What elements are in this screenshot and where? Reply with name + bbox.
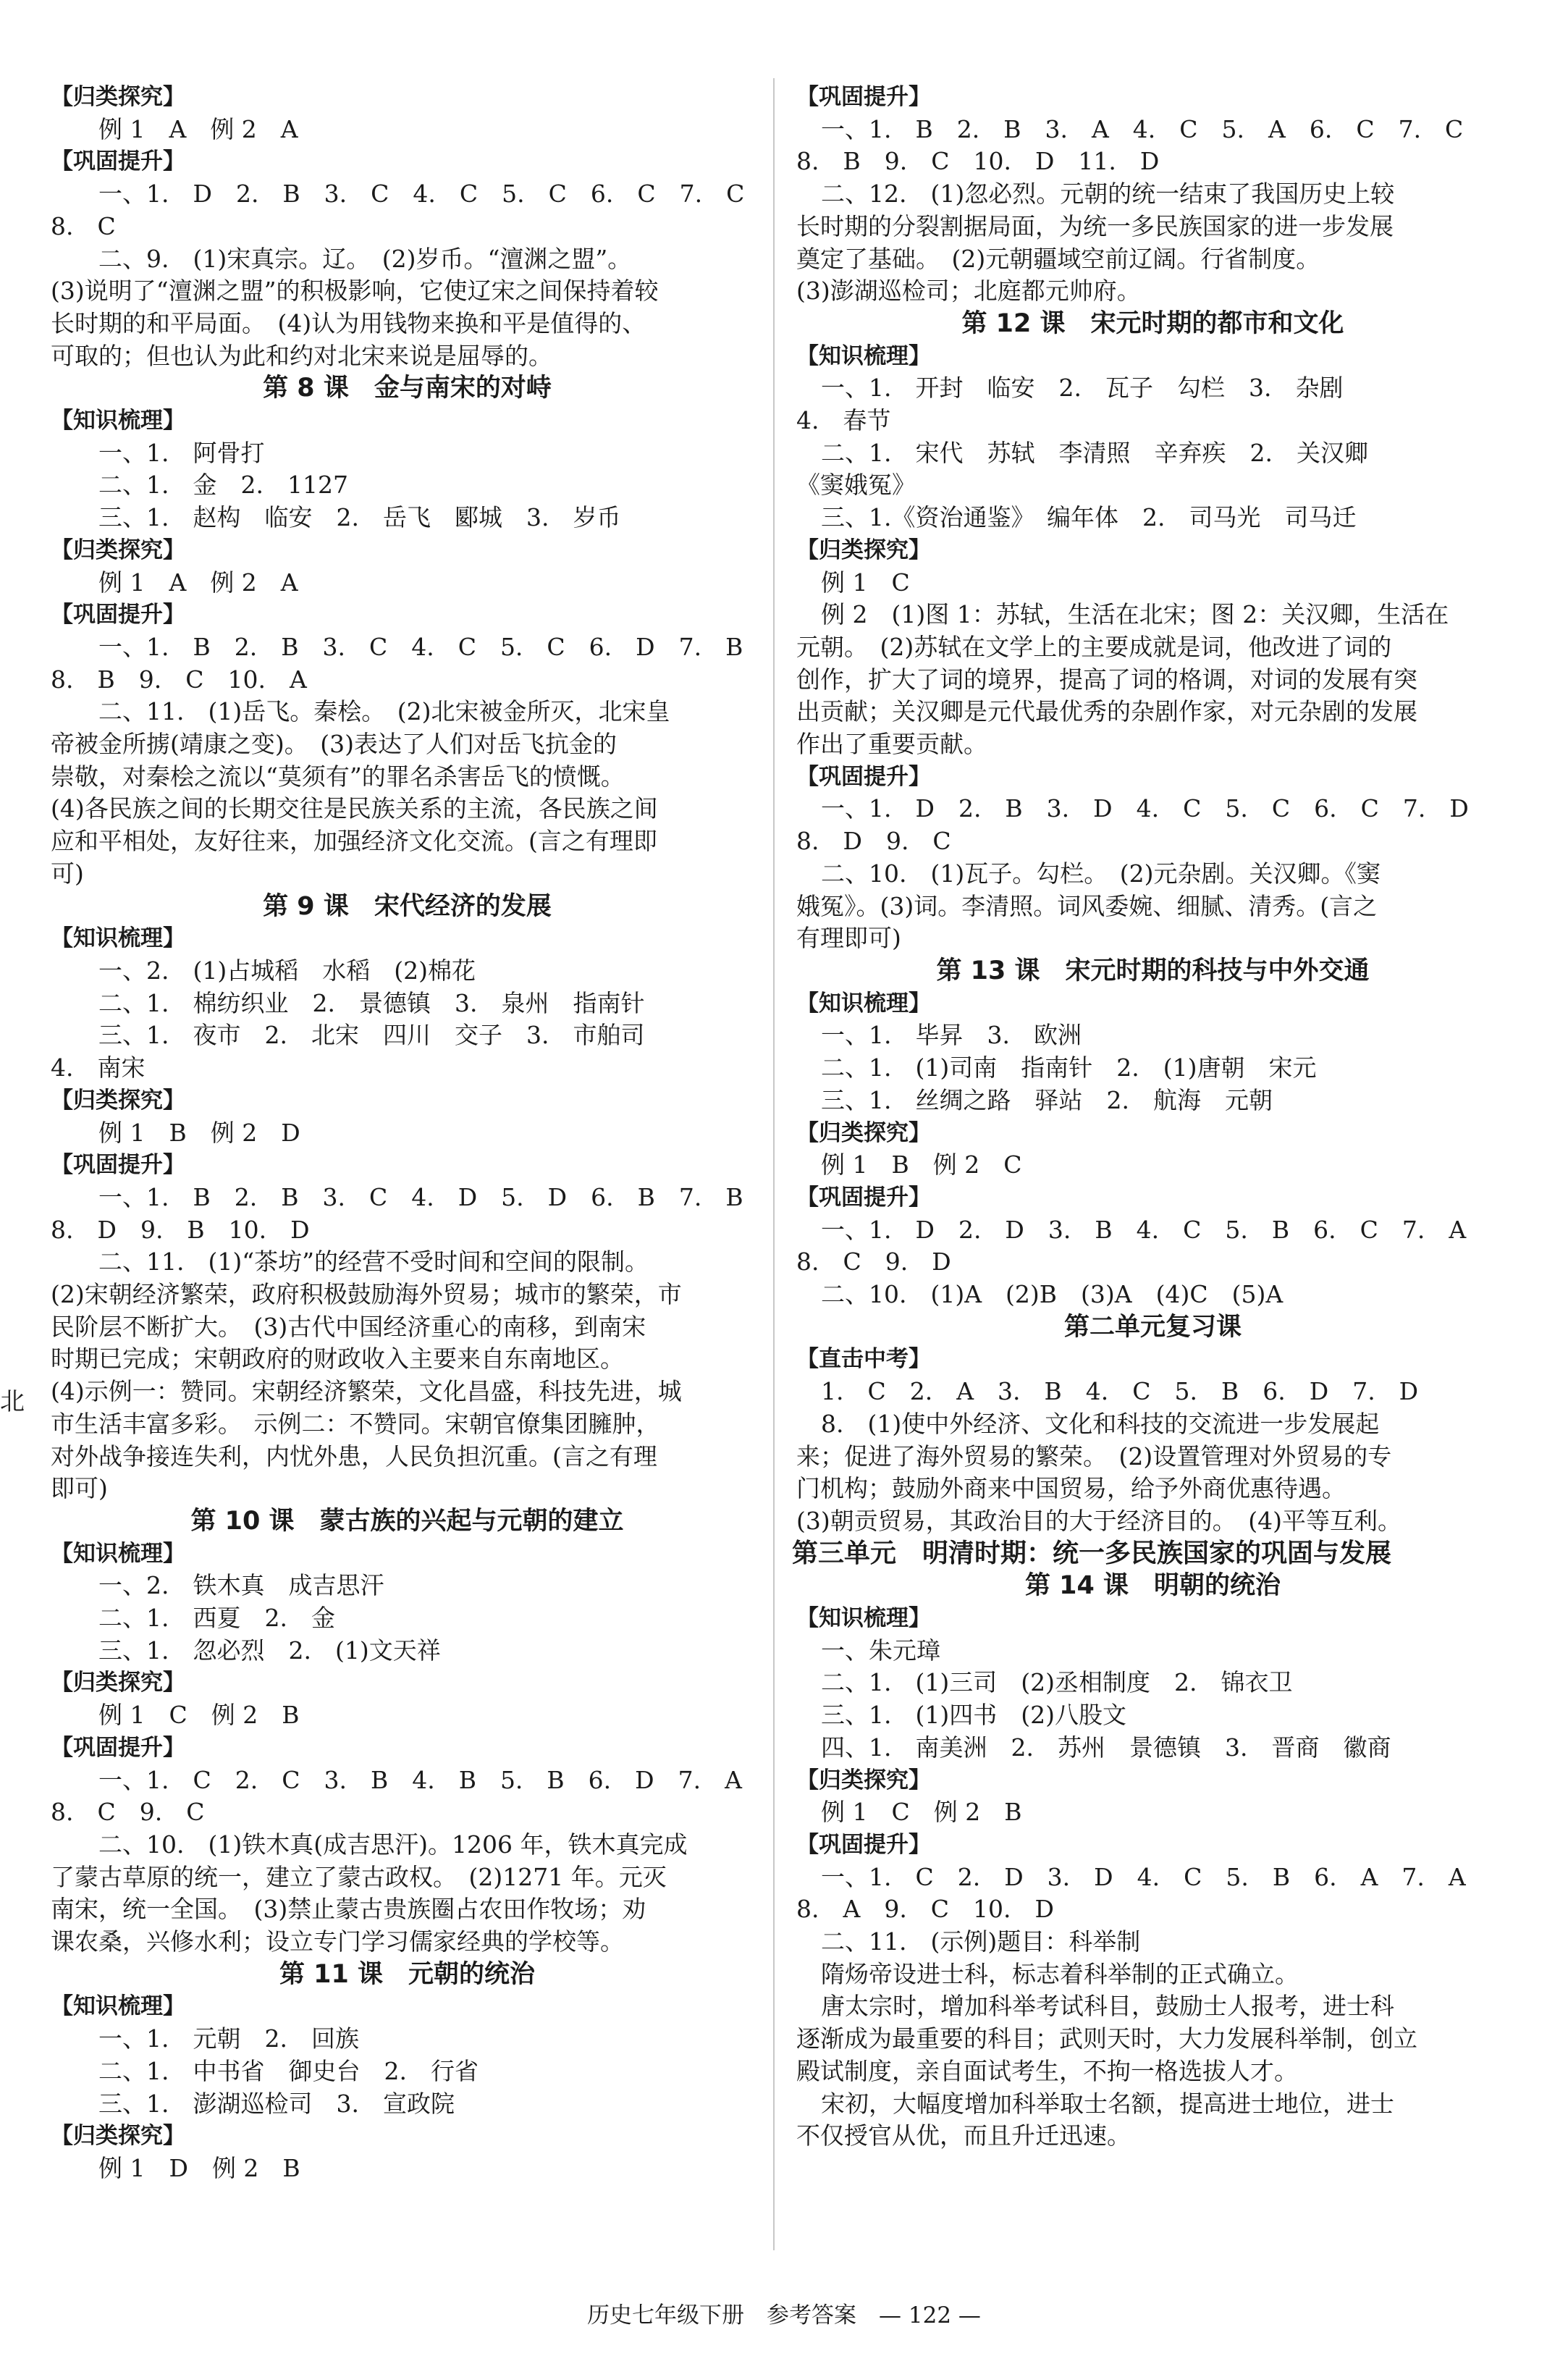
answer-line: 一、1. 阿骨打 [98, 438, 265, 467]
section-tag: 【知识梳理】 [51, 408, 185, 434]
section-tag: 【知识梳理】 [51, 1993, 185, 2020]
answer-line: 一、1. B 2. B 3. A 4. C 5. A 6. C 7. C [821, 114, 1464, 143]
section-tag: 【巩固提升】 [51, 1152, 185, 1179]
answer-line: 例 1 C [821, 568, 910, 597]
answer-line: 一、1. C 2. D 3. D 4. C 5. B 6. A 7. A [821, 1862, 1466, 1891]
answer-line: 8. A 9. C 10. D [796, 1895, 1054, 1924]
answer-line: 4. 春节 [796, 406, 891, 435]
answer-line: 一、1. 毕昇 3. 欧洲 [821, 1021, 1082, 1050]
answer-line: 一、1. 开封 临安 2. 瓦子 勾栏 3. 杂剧 [821, 374, 1344, 403]
answer-line: 一、1. D 2. B 3. D 4. C 5. C 6. C 7. D [821, 794, 1469, 823]
answer-line: 可) [51, 859, 84, 888]
answer-line: 有理即可) [796, 924, 901, 953]
answer-line: 《窦娥冤》 [796, 471, 916, 500]
answer-line: 例 1 B 例 2 C [821, 1150, 1022, 1179]
column-divider [773, 78, 775, 2250]
lesson-title: 第 12 课 宋元时期的都市和文化 [961, 308, 1344, 338]
answer-line: 时期已完成；宋朝政府的财政收入主要来自东南地区。 [51, 1345, 624, 1373]
answer-line: 三、1. 夜市 2. 北宋 四川 交子 3. 市舶司 [98, 1021, 645, 1050]
answer-line: (2)宋朝经济繁荣，政府积极鼓励海外贸易；城市的繁荣，市 [51, 1280, 682, 1309]
right-column [792, 81, 1509, 2153]
answer-line: 一、1. B 2. B 3. C 4. C 5. C 6. D 7. B [98, 632, 743, 661]
answer-line: 市生活丰富多彩。 示例二：不赞同。宋朝官僚集团臃肿， [51, 1409, 660, 1438]
answer-line: 长时期的分裂割据局面，为统一多民族国家的进一步发展 [796, 211, 1394, 240]
answer-line: 娥冤》。(3)词。李清照。词风委婉、细腻、清秀。(言之 [796, 891, 1378, 920]
section-tag: 【巩固提升】 [796, 84, 931, 110]
section-tag: 【知识梳理】 [51, 1540, 185, 1567]
answer-line: 一、1. C 2. C 3. B 4. B 5. B 6. D 7. A [98, 1765, 742, 1794]
lesson-title: 第 11 课 元朝的统治 [279, 1959, 536, 1989]
section-tag: 【归类探究】 [51, 1670, 185, 1696]
section-tag: 【归类探究】 [796, 1767, 931, 1793]
answer-line: 例 1 A 例 2 A [98, 114, 298, 143]
answer-line: 了蒙古草原的统一，建立了蒙古政权。 (2)1271 年。元灭 [51, 1862, 667, 1891]
answer-line: 二、12. (1)忽必烈。元朝的统一结束了我国历史上较 [821, 180, 1395, 209]
answer-line: 创作，扩大了词的境界，提高了词的格调，对词的发展有突 [796, 665, 1417, 694]
answer-line: 8. C 9. D [796, 1248, 951, 1276]
answer-line: 例 1 D 例 2 B [98, 2154, 300, 2182]
answer-line: (4)各民族之间的长期交往是民族关系的主流，各民族之间 [51, 794, 658, 823]
answer-line: 例 1 C 例 2 B [98, 1701, 300, 1730]
section-tag: 【归类探究】 [51, 2123, 185, 2150]
section-tag: 【归类探究】 [51, 1087, 185, 1114]
answer-line: (4)示例一：赞同。宋朝经济繁荣，文化昌盛，科技先进，城 [51, 1377, 682, 1406]
answer-line: 二、1. (1)司南 指南针 2. (1)唐朝 宋元 [821, 1053, 1317, 1082]
answer-line: (3)澎湖巡检司；北庭都元帅府。 [796, 277, 1141, 306]
answer-line: 8. D 9. C [796, 827, 951, 856]
answer-line: 一、1. D 2. B 3. C 4. C 5. C 6. C 7. C [98, 180, 745, 209]
answer-line: 元朝。 (2)苏轼在文学上的主要成就是词，他改进了词的 [796, 632, 1392, 661]
answer-line: 应和平相处，友好往来，加强经济文化交流。(言之有理即 [51, 827, 657, 856]
answer-line: 二、10. (1)铁木真(成吉思汗)。1206 年，铁木真完成 [98, 1830, 688, 1859]
answer-line: 8. C 9. C [51, 1798, 205, 1827]
answer-line: 8. B 9. C 10. A [51, 665, 307, 694]
answer-line: 二、1. 中书省 御史台 2. 行省 [98, 2056, 479, 2085]
section-tag: 【巩固提升】 [796, 763, 931, 790]
answer-line: 即可) [51, 1474, 108, 1503]
answer-line: 三、1. 忽必烈 2. (1)文天祥 [98, 1636, 441, 1665]
lesson-title: 第 8 课 金与南宋的对峙 [263, 374, 552, 403]
lesson-title: 第 13 课 宋元时期的科技与中外交通 [936, 956, 1370, 985]
answer-line: 可取的；但也认为此和约对北宋来说是屈辱的。 [51, 341, 552, 370]
page-footer: 历史七年级下册 参考答案 — 122 — [587, 2302, 981, 2328]
answer-line: 4. 南宋 [51, 1053, 146, 1082]
answer-line: 三、1. 赵构 临安 2. 岳飞 郾城 3. 岁币 [98, 503, 621, 532]
section-tag: 【巩固提升】 [51, 1734, 185, 1761]
answer-line: 民阶层不断扩大。 (3)古代中国经济重心的南移，到南宋 [51, 1312, 646, 1341]
answer-line: 二、1. 宋代 苏轼 李清照 辛弃疾 2. 关汉卿 [821, 438, 1368, 467]
edge-char: 北 [0, 1387, 25, 1416]
section-tag: 【直击中考】 [796, 1346, 931, 1373]
answer-line: 隋炀帝设进士科，标志着科举制的正式确立。 [821, 1959, 1299, 1988]
answer-line: 二、1. (1)三司 (2)丞相制度 2. 锦衣卫 [821, 1668, 1293, 1697]
lesson-title: 第 9 课 宋代经济的发展 [263, 891, 552, 921]
answer-line: 课农桑，兴修水利；设立专门学习儒家经典的学校等。 [51, 1927, 624, 1956]
unit-title: 第三单元 明清时期：统一多民族国家的巩固与发展 [792, 1538, 1392, 1568]
lesson-title: 第 10 课 蒙古族的兴起与元朝的建立 [190, 1506, 624, 1536]
answer-line: 例 1 A 例 2 A [98, 568, 298, 597]
answer-line: 8. C [51, 211, 116, 240]
answer-line: 南宋，统一全国。 (3)禁止蒙古贵族圈占农田作牧场；劝 [51, 1895, 646, 1924]
answer-line: (3)朝贡贸易，其政治目的大于经济目的。 (4)平等互利。 [796, 1506, 1401, 1535]
answer-line: 一、1. 元朝 2. 回族 [98, 2024, 359, 2053]
answer-line: 一、2. (1)占城稻 水稻 (2)棉花 [98, 956, 476, 985]
left-column [51, 81, 764, 2185]
answer-line: 例 1 B 例 2 D [98, 1118, 300, 1147]
answer-line: 二、11. (1)“茶坊”的经营不受时间和空间的限制。 [98, 1248, 649, 1276]
answer-line: 作出了重要贡献。 [796, 730, 987, 759]
section-tag: 【归类探究】 [51, 537, 185, 563]
answer-line: (3)说明了“澶渊之盟”的积极影响，它使辽宋之间保持着较 [51, 277, 659, 306]
lesson-title: 第二单元复习课 [1063, 1312, 1242, 1342]
answer-line: 三、1. (1)四书 (2)八股文 [821, 1701, 1126, 1730]
answer-line: 1. C 2. A 3. B 4. C 5. B 6. D 7. D [821, 1377, 1419, 1406]
answer-line: 一、1. D 2. D 3. B 4. C 5. B 6. C 7. A [821, 1215, 1467, 1244]
answer-line: 唐太宗时，增加科举考试科目，鼓励士人报考，进士科 [821, 1992, 1394, 2021]
section-tag: 【知识梳理】 [796, 342, 931, 369]
answer-line: 殿试制度，亲自面试考生，不拘一格选拔人才。 [796, 2056, 1298, 2085]
answer-line: 宋初，大幅度增加科举取士名额，提高进士地位，进士 [821, 2089, 1394, 2118]
answer-line: 门机构；鼓励外商来中国贸易，给予外商优惠待遇。 [796, 1474, 1346, 1503]
section-tag: 【归类探究】 [796, 537, 931, 563]
answer-line: 出贡献；关汉卿是元代最优秀的杂剧作家，对元杂剧的发展 [796, 697, 1417, 726]
section-tag: 【巩固提升】 [796, 1184, 931, 1211]
answer-line: 例 1 C 例 2 B [821, 1798, 1022, 1827]
answer-line: 对外战争接连失利，内忧外患，人民负担沉重。(言之有理 [51, 1442, 657, 1471]
answer-line: 四、1. 南美洲 2. 苏州 景德镇 3. 晋商 徽商 [821, 1733, 1391, 1762]
section-tag: 【知识梳理】 [51, 925, 185, 952]
answer-line: 二、11. (1)岳飞。秦桧。 (2)北宋被金所灭，北宋皇 [98, 697, 670, 726]
section-tag: 【巩固提升】 [51, 602, 185, 628]
answer-line: 例 2 (1)图 1：苏轼，生活在北宋；图 2：关汉卿，生活在 [821, 600, 1449, 629]
section-tag: 【巩固提升】 [796, 1831, 931, 1858]
answer-line: 二、1. 棉纺织业 2. 景德镇 3. 泉州 指南针 [98, 988, 645, 1017]
answer-line: 逐渐成为最重要的科目；武则天时，大力发展科举制，创立 [796, 2024, 1417, 2053]
answer-line: 来；促进了海外贸易的繁荣。 (2)设置管理对外贸易的专 [796, 1442, 1392, 1471]
answer-line: 三、1. 丝绸之路 驿站 2. 航海 元朝 [821, 1085, 1273, 1114]
lesson-title: 第 14 课 明朝的统治 [1024, 1571, 1281, 1601]
answer-line: 二、9. (1)宋真宗。辽。 (2)岁币。“澶渊之盟”。 [98, 244, 632, 273]
answer-line: 奠定了基础。 (2)元朝疆域空前辽阔。行省制度。 [796, 244, 1320, 273]
answer-line: 8. D 9. B 10. D [51, 1215, 310, 1244]
answer-line: 8. B 9. C 10. D 11. D [796, 147, 1160, 176]
answer-line: 一、朱元璋 [821, 1636, 940, 1665]
answer-line: 长时期的和平局面。 (4)认为用钱物来换和平是值得的、 [51, 308, 646, 337]
answer-line: 三、1.《资治通鉴》 编年体 2. 司马光 司马迁 [821, 503, 1357, 532]
answer-line: 崇敬，对秦桧之流以“莫须有”的罪名杀害岳飞的愤慨。 [51, 762, 625, 791]
answer-line: 8. (1)使中外经济、文化和科技的交流进一步发展起 [821, 1409, 1380, 1438]
answer-line: 三、1. 澎湖巡检司 3. 宣政院 [98, 2089, 455, 2118]
section-tag: 【归类探究】 [51, 84, 185, 110]
answer-line: 二、1. 西夏 2. 金 [98, 1604, 335, 1633]
answer-line: 二、10. (1)瓦子。勾栏。 (2)元杂剧。关汉卿。《窦 [821, 859, 1381, 888]
answer-line: 不仅授官从优，而且升迁迅速。 [796, 2121, 1131, 2150]
answer-line: 二、1. 金 2. 1127 [98, 471, 348, 500]
section-tag: 【巩固提升】 [51, 148, 185, 175]
section-tag: 【归类探究】 [796, 1119, 931, 1146]
section-tag: 【知识梳理】 [796, 990, 931, 1017]
answer-line: 二、11. (示例)题目：科举制 [821, 1927, 1141, 1956]
answer-line: 一、2. 铁木真 成吉思汗 [98, 1571, 384, 1600]
section-tag: 【知识梳理】 [796, 1605, 931, 1632]
answer-line: 二、10. (1)A (2)B (3)A (4)C (5)A [821, 1280, 1284, 1309]
answer-line: 帝被金所掳(靖康之变)。 (3)表达了人们对岳飞抗金的 [51, 730, 617, 759]
answer-line: 一、1. B 2. B 3. C 4. D 5. D 6. B 7. B [98, 1182, 743, 1211]
